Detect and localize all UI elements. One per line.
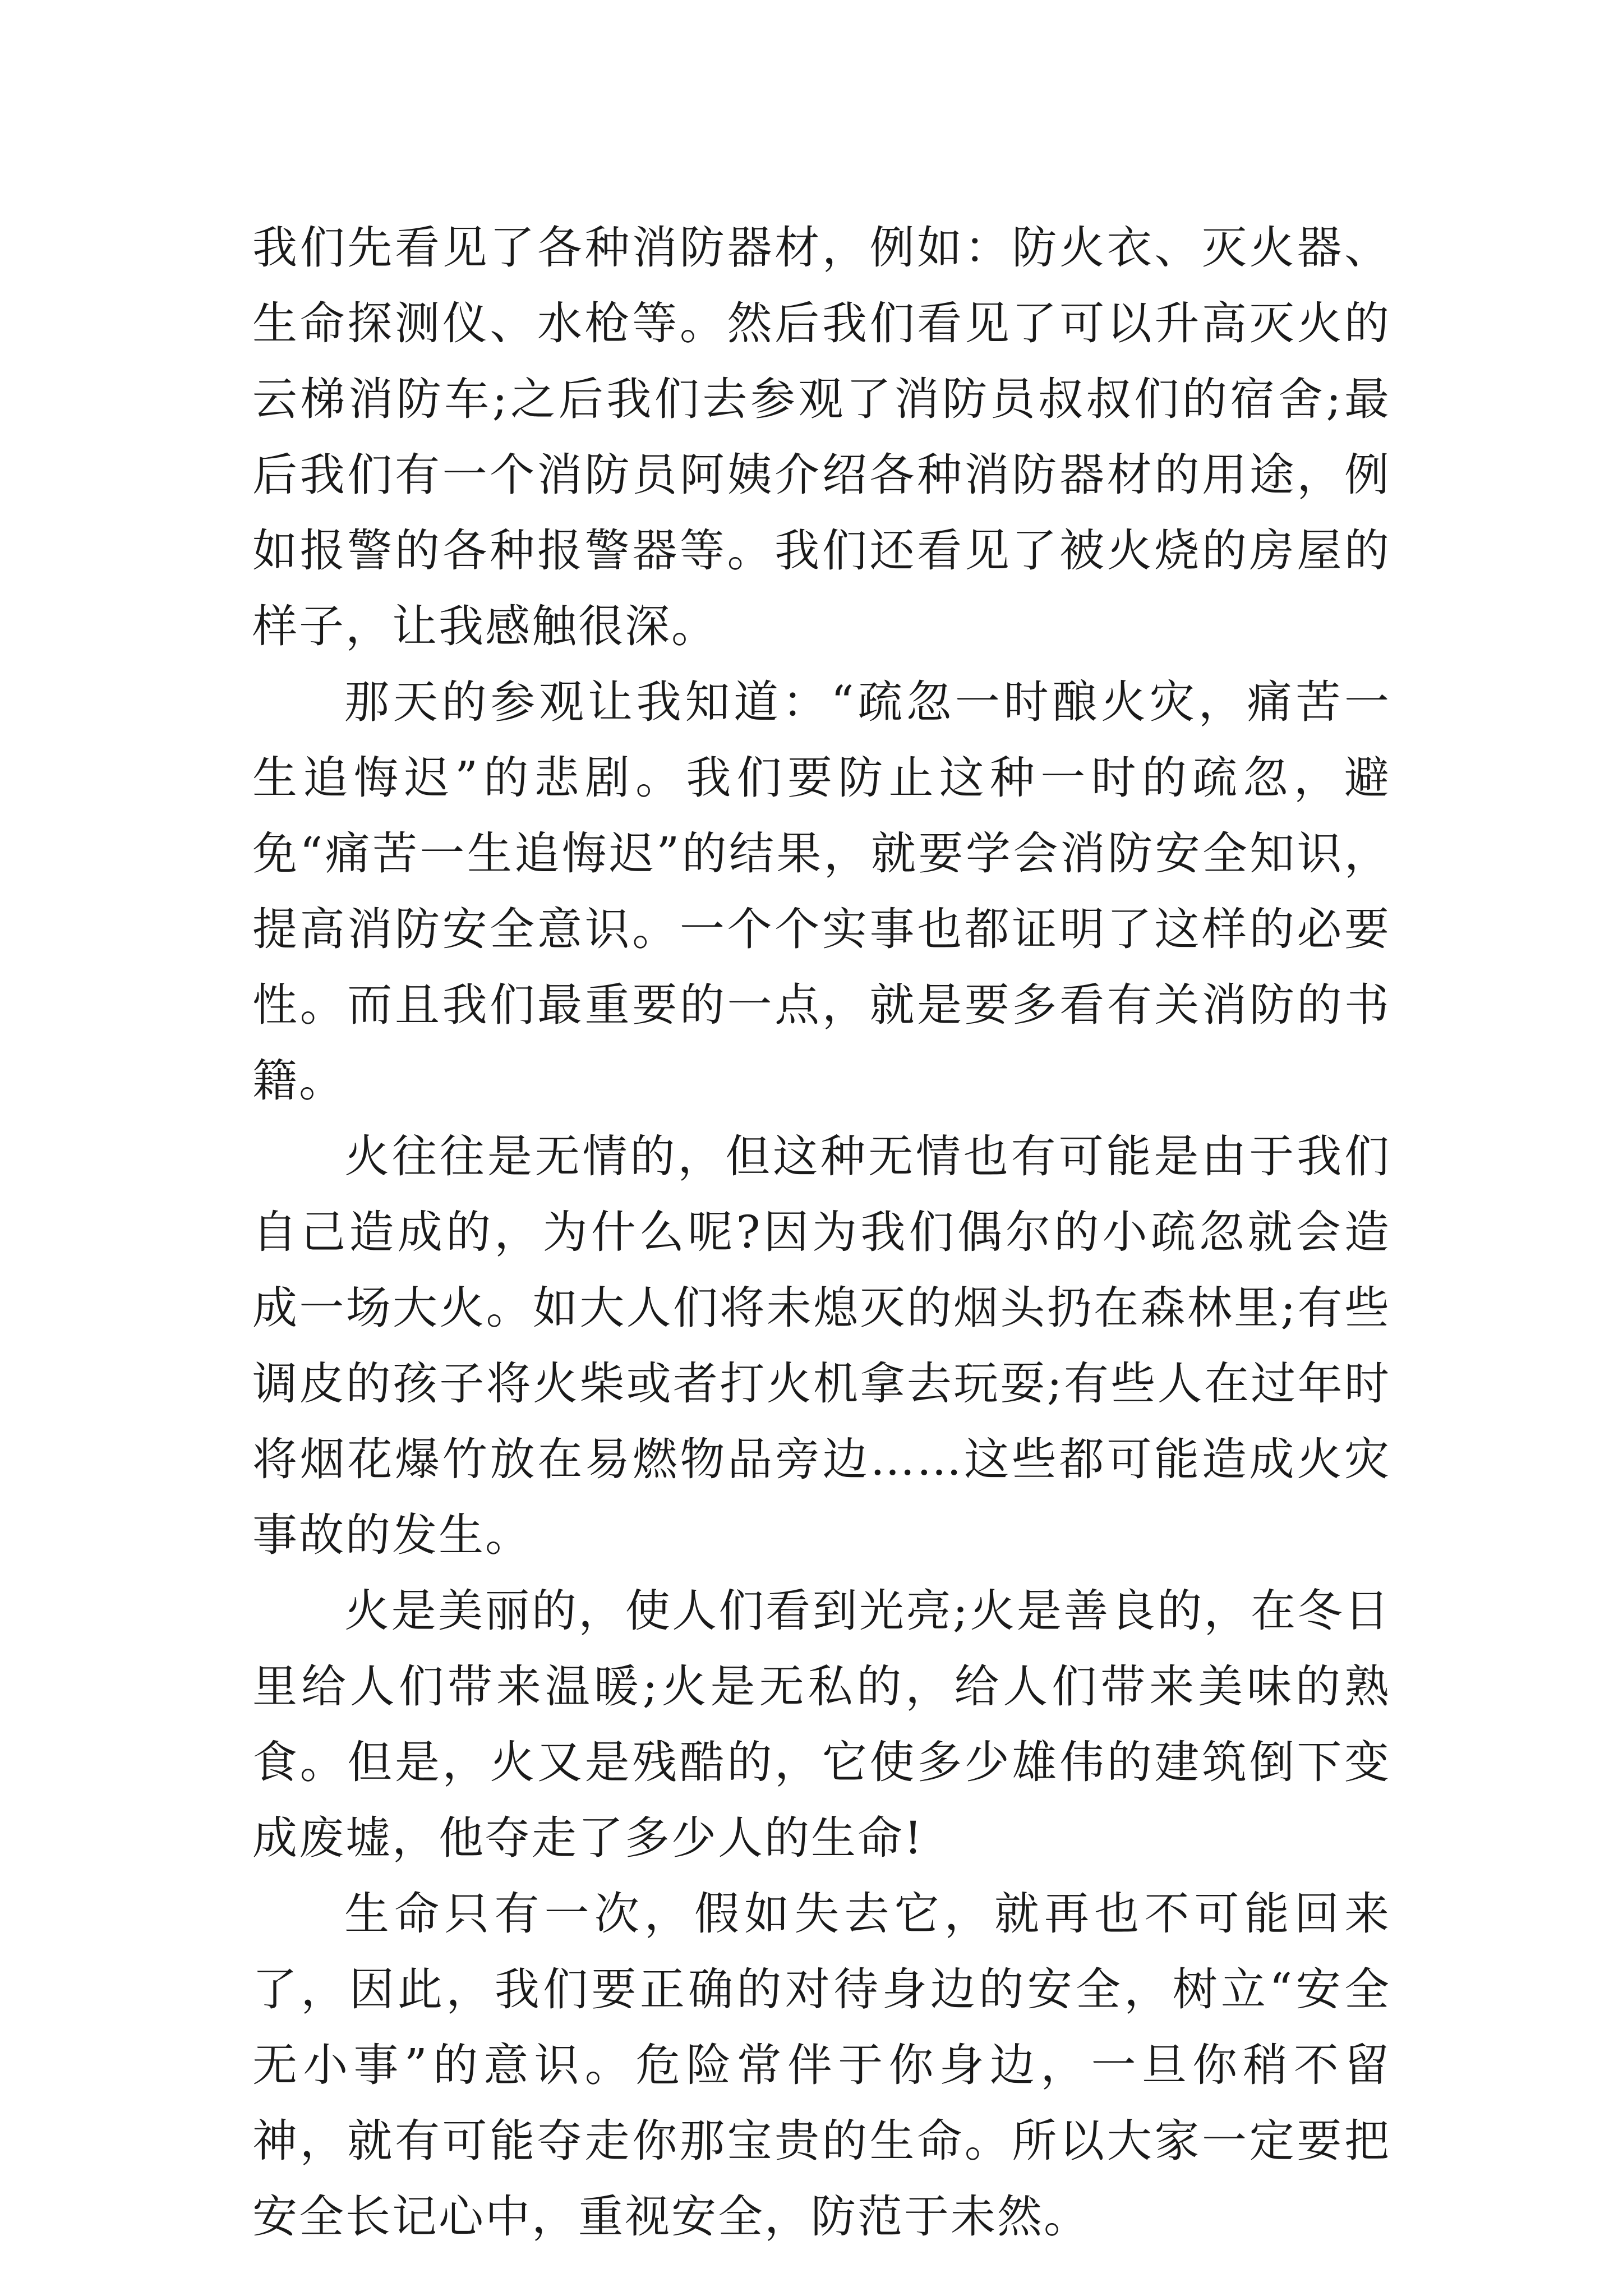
paragraph-2: 那天的参观让我知道：“疏忽一时酿火灾，痛苦一生追悔迟”的悲剧。我们要防止这种一时的疏忽，避免“痛苦一生追悔迟”的结果，就要学会消防安全知识，提高消防安全意识。一个个实事也都证明了这样的必要性。而且我们最重要的一点，就是要多看有关消防的书籍。	[252, 676, 1391, 1107]
paragraph-4: 火是美丽的，使人们看到光亮;火是善良的，在冬日里给人们带来温暖;火是无私的，给人们带来美味的熟食。但是，火又是残酷的，它使多少雄伟的建筑倒下变成废墟，他夺走了多少人的生命!	[252, 1585, 1391, 1864]
document-body	[252, 210, 1391, 2254]
paragraph-1: 我们先看见了各种消防器材，例如：防火衣、灭火器、生命探测仪、水枪等。然后我们看见了可以升高灭火的云梯消防车;之后我们去参观了消防员叔叔们的宿舍;最后我们有一个消防员阿姨介绍各种消防器材的用途，例如报警的各种报警器等。我们还看见了被火烧的房屋的样子，让我感触很深。	[252, 222, 1391, 652]
paragraph-3: 火往往是无情的，但这种无情也有可能是由于我们自己造成的，为什么呢?因为我们偶尔的小疏忽就会造成一场大火。如大人们将未熄灭的烟头扔在森林里;有些调皮的孩子将火柴或者打火机拿去玩耍;有些人在过年时将烟花爆竹放在易燃物品旁边……这些都可能造成火灾事故的发生。	[252, 1130, 1391, 1561]
paragraph-5: 生命只有一次，假如失去它，就再也不可能回来了，因此，我们要正确的对待身边的安全，树立“安全无小事”的意识。危险常伴于你身边，一旦你稍不留神，就有可能夺走你那宝贵的生命。所以大家一定要把安全长记心中，重视安全，防范于未然。	[252, 1888, 1391, 2243]
